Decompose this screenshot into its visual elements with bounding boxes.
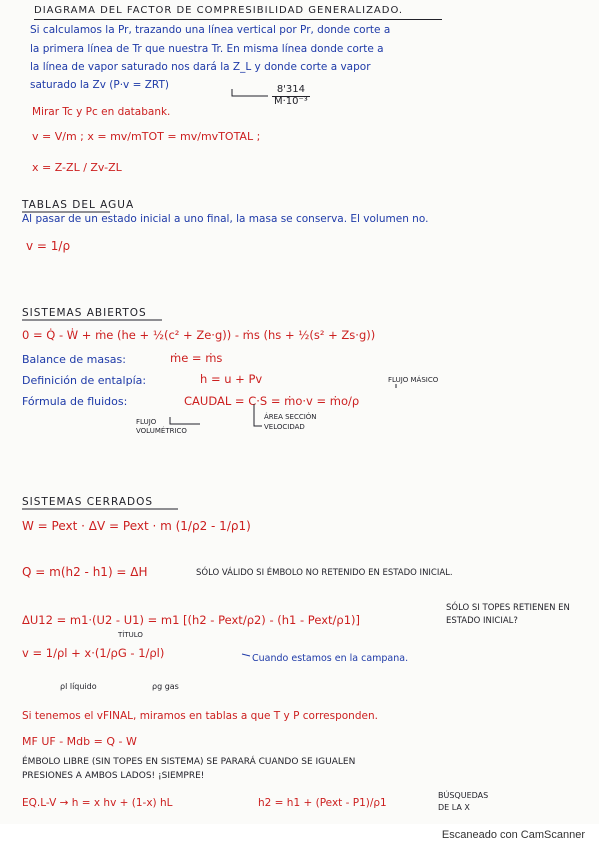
tablas-header: TABLAS DEL AGUA [22,199,135,211]
footer-text: Escaneado con CamScanner [441,829,585,841]
r-arrow [232,89,268,96]
delta-u-equation: ΔU12 = m1·(U2 - U1) = m1 [(h2 - Pext/ρ2) - (h1 - Pext/ρ1)] [22,613,360,627]
delta-u-note: SÓLO SI TOPES RETIENEN EN ESTADO INICIAL? [446,603,570,626]
page-title: DIAGRAMA DEL FACTOR DE COMPRESIBILIDAD GENERALIZADO. [34,5,404,16]
work-equation: W = Pext · ΔV = Pext · m (1/ρ2 - 1/ρ1) [22,519,251,533]
abiertos-energy-balance: 0 = Q̇ - Ẇ + ṁe (he + ½(c² + Ze·g)) - ṁs (hs + ½(s² + Zs·g)) [22,328,376,342]
bullet-mirar: Mirar Tc y Pc en databank. [32,106,171,118]
tablas-v-rho: v = 1/ρ [26,239,71,253]
flujo-arrow [170,417,200,424]
fluidos-label: Fórmula de fluidos: [22,395,128,408]
embolo-note-2: PRESIONES A AMBOS LADOS! ¡SIEMPRE! [22,771,205,781]
balance-equation: ṁe = ṁs [170,351,223,365]
intro-line-1: Si calculamos la Pr, trazando una línea vertical por Pr, donde corte a [30,24,391,36]
busquedas-label-2: DE LA X [438,803,470,812]
intro-line-4: saturado la Zv (P·v = ZRT) [30,79,169,91]
campana-note: Cuando estamos en la campana. [252,653,409,664]
entalpia-equation: h = u + Pv [200,372,263,386]
eq-lv-equation: EQ.L-V → h = x hv + (1-x) hL [22,797,173,809]
r-numerator: 8'314 [276,84,306,95]
flujo-volumetrico-label-2: VOLUMÉTRICO [136,427,187,435]
v-mix-equation: v = 1/ρl + x·(1/ρG - 1/ρl) [22,646,165,660]
camscanner-footer [0,824,599,848]
heat-equation: Q = m(h2 - h1) = ΔH [22,565,148,579]
cerrados-header: SISTEMAS CERRADOS [22,496,154,508]
campana-arrow [242,654,250,656]
first-law-equation: MF UF - Mdb = Q - W [22,735,137,748]
embolo-note-1: ÉMBOLO LIBRE (SIN TOPES EN SISTEMA) SE PARARÁ CUANDO SE IGUALEN [22,757,356,767]
flujo-volumetrico-label-1: FLUJO [136,418,157,426]
tablas-text: Al pasar de un estado inicial a uno final, la masa se conserva. El volumen no. [22,213,429,225]
intro-line-3: la línea de vapor saturado nos dará la Z_L y donde corte a vapor [30,61,371,73]
area-arrow [254,404,262,426]
balance-label: Balance de masas: [22,353,126,366]
h2-equation: h2 = h1 + (Pext - P1)/ρ1 [258,797,387,809]
entalpia-label: Definición de entalpía: [22,374,147,387]
abiertos-header: SISTEMAS ABIERTOS [22,307,147,319]
r-denominator: M·10⁻³ [274,95,308,107]
gas-label: ρg gas [152,682,179,691]
bullet-x-equation: x = Z-ZL / Zv-ZL [32,161,122,174]
liquido-label: ρl líquido [60,682,97,691]
titulo-label: TÍTULO [118,631,143,639]
intro-line-2: la primera línea de Tr que nuestra Tr. En misma línea donde corte a [30,43,384,55]
area-seccion-label: ÁREA SECCIÓN [264,413,317,421]
fluidos-equation: CAUDAL = C·S = ṁo·v = ṁo/ρ [184,394,360,408]
busquedas-label-1: BÚSQUEDAS [438,791,489,800]
vfinal-note: Si tenemos el vFINAL, miramos en tablas a que T y P corresponden. [22,710,378,722]
heat-note: SÓLO VÁLIDO SI ÉMBOLO NO RETENIDO EN ESTADO INICIAL. [196,568,453,578]
velocidad-label: VELOCIDAD [264,423,305,431]
flujo-masico-note: FLUJO MÁSICO [388,376,439,384]
bullet-v-equation: v = V/m ; x = mv/mTOT = mv/mvTOTAL ; [32,130,261,143]
